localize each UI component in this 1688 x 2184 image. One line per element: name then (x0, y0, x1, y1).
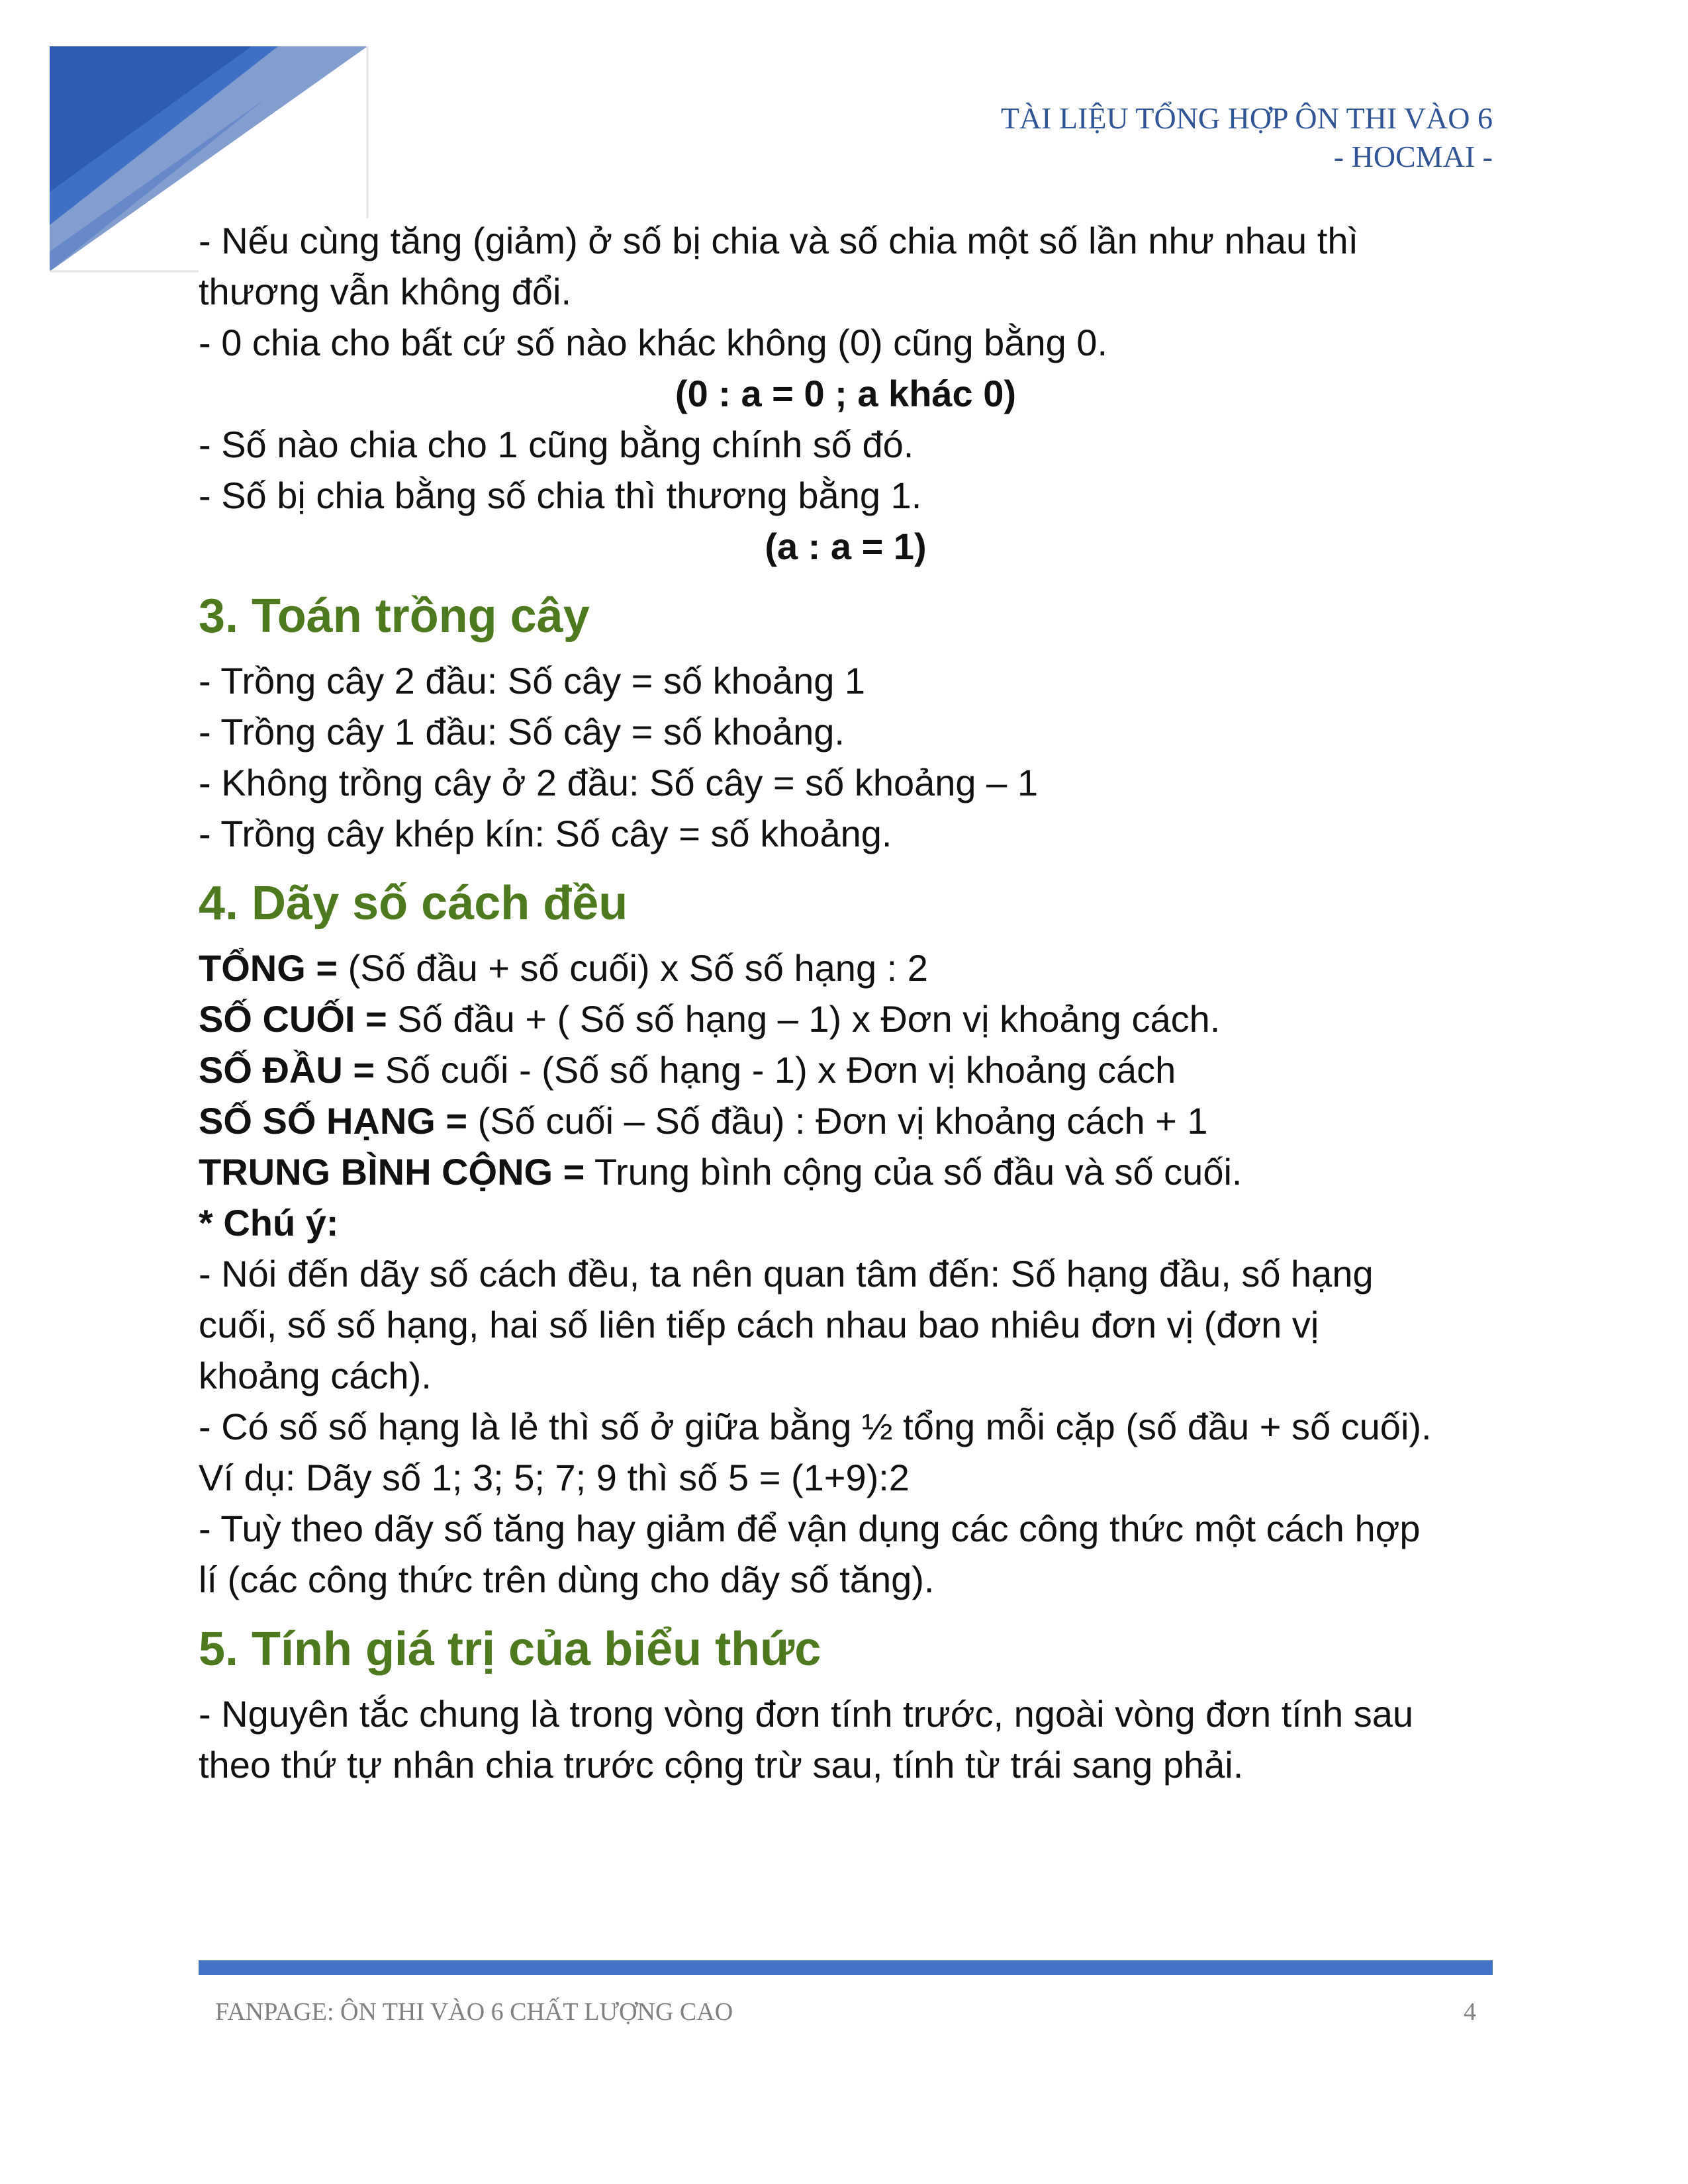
note-line: - Có số số hạng là lẻ thì số ở giữa bằng ½ tổng mỗi cặp (số đầu + số cuối). (199, 1406, 1432, 1447)
section-5-line-2: theo thứ tự nhân chia trước cộng trừ sau, tính từ trái sang phải. (199, 1744, 1244, 1786)
note-line: cuối, số số hạng, hai số liên tiếp cách nhau bao nhiêu đơn vị (đơn vị (199, 1304, 1319, 1345)
intro-line-5: - Số bị chia bằng số chia thì thương bằng 1. (199, 475, 922, 516)
formula-line (199, 1095, 1493, 1146)
list-item: - Không trồng cây ở 2 đầu: Số cây = số khoảng – 1 (199, 762, 1038, 803)
note-line: lí (các công thức trên dùng cho dãy số tăng). (199, 1559, 935, 1600)
formula-label: SỐ CUỐI = (199, 998, 387, 1040)
formula-text: (Số đầu + số cuối) x Số số hạng : 2 (338, 947, 928, 989)
page-header (1001, 99, 1493, 176)
intro-line-1: - Nếu cùng tăng (giảm) ở số bị chia và số chia một số lần như nhau thì (199, 220, 1359, 261)
list-item: - Trồng cây khép kín: Số cây = số khoảng. (199, 813, 892, 854)
formula-line (199, 993, 1493, 1044)
page-number: 4 (1464, 1998, 1476, 2026)
intro-line-2: thương vẫn không đổi. (199, 271, 572, 312)
section-5-heading: 5. Tính giá trị của biểu thức (199, 1623, 821, 1676)
formula-text: (Số cuối – Số đầu) : Đơn vị khoảng cách + 1 (467, 1100, 1208, 1142)
formula-text: Trung bình cộng của số đầu và số cuối. (585, 1151, 1243, 1193)
section-4-heading: 4. Dãy số cách đều (199, 877, 628, 930)
list-item: - Trồng cây 2 đầu: Số cây = số khoảng 1 (199, 660, 866, 702)
formula-label: TRUNG BÌNH CỘNG = (199, 1151, 585, 1193)
section-5-line-1: - Nguyên tắc chung là trong vòng đơn tính trước, ngoài vòng đơn tính sau (199, 1693, 1413, 1735)
document-body (199, 215, 1493, 1790)
note-line: Ví dụ: Dãy số 1; 3; 5; 7; 9 thì số 5 = (1+9):2 (199, 1457, 910, 1498)
formula-self-division: (a : a = 1) (765, 525, 927, 567)
footer-divider (199, 1960, 1493, 1975)
note-line: khoảng cách). (199, 1355, 432, 1396)
formula-line (199, 1044, 1493, 1095)
formula-line (199, 942, 1493, 993)
formula-line (199, 1146, 1493, 1197)
formula-text: Số đầu + ( Số số hạng – 1) x Đơn vị khoảng cách. (387, 998, 1221, 1040)
note-line: - Tuỳ theo dãy số tăng hay giảm để vận dụng các công thức một cách hợp (199, 1508, 1421, 1549)
note-title: * Chú ý: (199, 1202, 339, 1244)
formula-label: TỔNG = (199, 947, 338, 989)
footer-fanpage: FANPAGE: ÔN THI VÀO 6 CHẤT LƯỢNG CAO (215, 1998, 733, 2026)
formula-zero-division: (0 : a = 0 ; a khác 0) (675, 373, 1017, 414)
intro-line-3: - 0 chia cho bất cứ số nào khác không (0) cũng bằng 0. (199, 322, 1108, 363)
header-title: TÀI LIỆU TỔNG HỢP ÔN THI VÀO 6 (1000, 101, 1493, 135)
note-line: - Nói đến dãy số cách đều, ta nên quan tâm đến: Số hạng đầu, số hạng (199, 1253, 1374, 1295)
intro-line-4: - Số nào chia cho 1 cũng bằng chính số đó. (199, 424, 914, 465)
header-subtitle: - HOCMAI - (1333, 140, 1493, 173)
formula-label: SỐ SỐ HẠNG = (199, 1100, 468, 1142)
section-3-heading: 3. Toán trồng cây (199, 590, 590, 643)
formula-text: Số cuối - (Số số hạng - 1) x Đơn vị khoảng cách (375, 1049, 1176, 1091)
list-item: - Trồng cây 1 đầu: Số cây = số khoảng. (199, 711, 845, 752)
formula-label: SỐ ĐẦU = (199, 1049, 375, 1091)
